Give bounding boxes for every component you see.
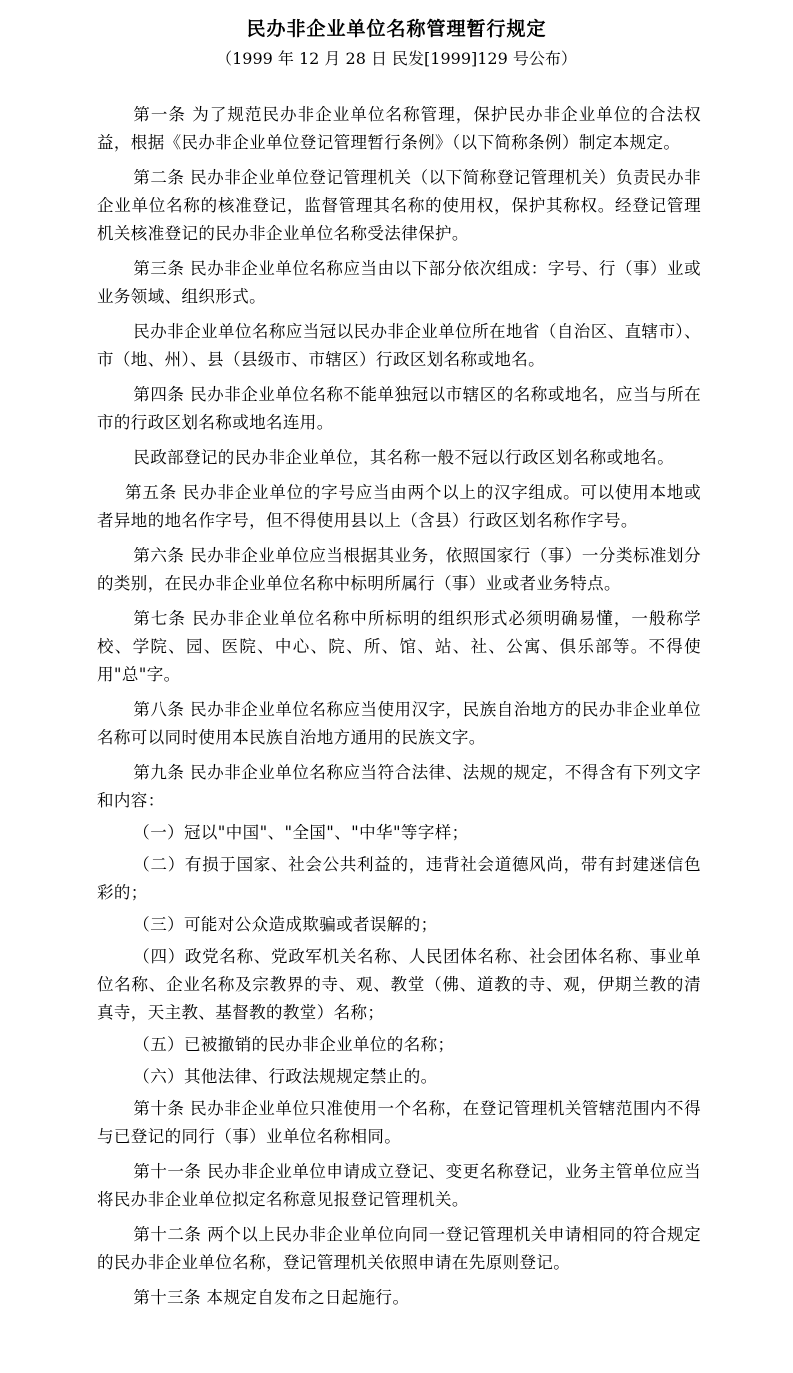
article-9-item-5: （五）已被撤销的民办非企业单位的名称； (133, 1035, 455, 1054)
article-9-item-2: （二）有损于国家、社会公共利益的，违背社会道德风尚，带有封建迷信色彩的； (97, 855, 701, 902)
article-6: 第六条 民办非企业单位应当根据其业务，依照国家行（事）一分类标准划分的类别，在民办非企业单位名称中标明所属行（事）业或者业务特点。 (97, 546, 701, 593)
article-11: 第十一条 民办非企业单位申请成立登记、变更名称登记，业务主管单位应当将民办非企业单位拟定名称意见报登记管理机关。 (97, 1162, 701, 1209)
article-9-item-6: （六）其他法律、行政法规规定禁止的。 (133, 1067, 438, 1086)
article-9-item-1: （一）冠以"中国"、"全国"、"中华"等字样； (133, 823, 469, 842)
article-12: 第十二条 两个以上民办非企业单位向同一登记管理机关申请相同的符合规定的民办非企业单位名称，登记管理机关依照申请在先原则登记。 (97, 1225, 701, 1272)
article-13: 第十三条 本规定自发布之日起施行。 (133, 1288, 410, 1307)
article-5: 第五条 民办非企业单位的字号应当由两个以上的汉字组成。可以使用本地或者异地的地名作字号，但不得使用县以上（含县）行政区划名称作字号。 (97, 483, 701, 530)
article-4: 第四条 民办非企业单位名称不能单独冠以市辖区的名称或地名，应当与所在市的行政区划名称或地名连用。 (97, 385, 701, 432)
article-1: 第一条 为了规范民办非企业单位名称管理，保护民办非企业单位的合法权益，根据《民办非企业单位登记管理暂行条例》（以下简称条例）制定本规定。 (97, 105, 701, 152)
article-9: 第九条 民办非企业单位名称应当符合法律、法规的规定，不得含有下列文字和内容： (97, 763, 701, 810)
article-7: 第七条 民办非企业单位名称中所标明的组织形式必须明确易懂，一般称学校、学院、园、医院、中心、院、所、馆、站、社、公寓、俱乐部等。不得使用"总"字。 (97, 609, 701, 684)
document-body (97, 101, 701, 1319)
article-3: 第三条 民办非企业单位名称应当由以下部分依次组成：字号、行（事）业或业务领域、组织形式。 (97, 259, 701, 306)
article-9-item-4: （四）政党名称、党政军机关名称、人民团体名称、社会团体名称、事业单位名称、企业名称及宗教界的寺、观、教堂（佛、道教的寺、观，伊期兰教的清真寺，天主教、基督教的教堂）名称； (97, 947, 701, 1022)
article-4-paragraph-2: 民政部登记的民办非企业单位，其名称一般不冠以行政区划名称或地名。 (133, 448, 675, 467)
document-title: 民办非企业单位名称管理暂行规定 (246, 18, 547, 40)
article-2: 第二条 民办非企业单位登记管理机关（以下简称登记管理机关）负责民办非企业单位名称的核准登记，监督管理其名称的使用权，保护其称权。经登记管理机关核准登记的民办非企业单位名称受法律保护。 (97, 168, 701, 243)
article-8: 第八条 民办非企业单位名称应当使用汉字，民族自治地方的民办非企业单位名称可以同时使用本民族自治地方通用的民族文字。 (97, 700, 701, 747)
article-3-paragraph-2: 民办非企业单位名称应当冠以民办非企业单位所在地省（自治区、直辖市）、市（地、州）、县（县级市、市辖区）行政区划名称或地名。 (97, 322, 701, 369)
article-10: 第十条 民办非企业单位只准使用一个名称，在登记管理机关管辖范围内不得与已登记的同行（事）业单位名称相同。 (97, 1099, 701, 1146)
article-9-item-3: （三）可能对公众造成欺骗或者误解的； (133, 915, 438, 934)
document-subtitle: （1999 年 12 月 28 日 民发[1999]129 号公布） (216, 49, 577, 68)
